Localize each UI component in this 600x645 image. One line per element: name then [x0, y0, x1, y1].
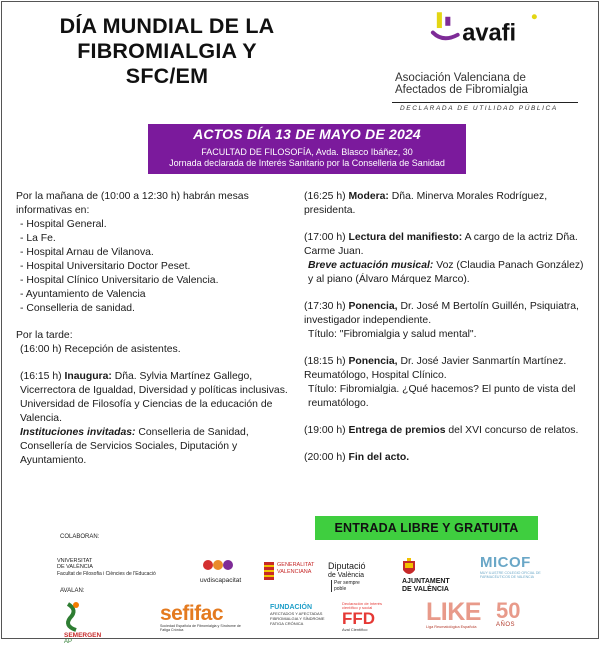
banner-title: ACTOS DÍA 13 DE MAYO DE 2024 [193, 126, 421, 142]
title-line-1: DÍA MUNDIAL DE LA [59, 14, 275, 38]
event-text: Dr. José Javier Sanmartín Martínez. Reumatólogo, Hospital Clínico. [304, 356, 567, 381]
event-text: Dña. Sylvia Martínez Gallego, Vicerrectora de Igualdad, Diversidad y políticas inclusivas. Universidad de Filosofía y Ciencias de la educación de Valencia. [20, 371, 288, 424]
logo-org-name [395, 72, 528, 96]
list-item: - Hospital Universitario Doctor Peset. [20, 261, 191, 272]
sefifac-name: sefifac [160, 602, 224, 625]
uvdiscapacitat-name: uvdiscapacitat [200, 577, 242, 584]
ffd-name: FFD [342, 609, 376, 628]
event-role: Entrega de premios [348, 425, 446, 436]
logo-line-2: Afectados de Fibromialgia [395, 84, 528, 96]
diputacio-name-1: Diputació [328, 561, 366, 571]
semergen-logo [64, 600, 119, 645]
ffd-subtitle: Declaración de Interés científico y social [342, 601, 383, 610]
event-role: Ponencia, [348, 301, 398, 312]
micof-subtitle: MUY ILUSTRE COLEGIO OFICIAL DE FARMACÉUTICOS DE VALENCIA [480, 571, 541, 579]
event-text: Dña. Minerva Morales Rodríguez, presidenta. [304, 191, 548, 216]
morning-intro: Por la mañana de (10:00 a 12:30 h) habrán mesas informativas en: [16, 191, 249, 216]
ajuntament-name-1: AJUNTAMENT [402, 578, 450, 585]
event-time: (19:00 h) [304, 425, 346, 436]
list-item: - Hospital General. [20, 219, 107, 230]
event-time: (20:00 h) [304, 452, 346, 463]
event-time: (17:30 h) [304, 301, 346, 312]
fundacion-logo [270, 604, 340, 626]
program-right-column [300, 190, 590, 465]
diputacio-name-2: de València [328, 572, 365, 579]
diputacio-slogan-2: poble [334, 586, 347, 592]
semergen-name: SEMERGEN [64, 632, 102, 639]
logo-dot [532, 14, 537, 19]
event-role: Modera: [348, 191, 389, 202]
ffd-subtitle-2: Aval Científico [342, 627, 368, 632]
gva-logo [264, 562, 326, 580]
invited-text: Conselleria de Sanidad, Consellería de Servicios Sociales, Diputación y Ayuntamiento. [20, 427, 249, 466]
logo-purple-bar [445, 17, 450, 26]
event-time: (16:00 h) [20, 344, 62, 355]
uv-faculty: Facultat de Filosofia i Ciències de l'Educació [57, 571, 156, 577]
endorsers-label: AVALAN: [60, 588, 85, 594]
fundacion-line-3: FIBROMIALGIA Y SÍNDROME [270, 616, 325, 621]
event-time: (16:25 h) [304, 191, 346, 202]
banner-place: FACULTAD DE FILOSOFÍA, Avda. Blasco Ibáñez, 30 [201, 147, 413, 157]
uvdiscapacitat-icon [200, 558, 236, 572]
talk-title: Título: Fibromialgia. ¿Qué hacemos? El punto de vista del reumatólogo. [308, 384, 576, 409]
like-subtitle: Liga Reumatológica Española [426, 625, 477, 629]
talk-title: Título: "Fibromialgia y salud mental". [308, 329, 477, 340]
event-text: Dr. José M Bertolín Guillén, Psiquiatra, investigador independiente. [304, 301, 579, 326]
event-role: Inaugura: [64, 371, 112, 382]
title-line-3: SFC/EM [125, 64, 209, 88]
event-text: del XVI concurso de relatos. [448, 425, 579, 436]
list-item: - Hospital Arnau de Vilanova. [20, 247, 154, 258]
music-label: Breve actuación musical: [308, 260, 434, 271]
fundacion-line-4: FATIGA CRÓNICA [270, 621, 304, 626]
semergen-icon [64, 600, 82, 632]
title-line-2: FIBROMIALGIA Y [77, 39, 257, 63]
poster [1, 1, 599, 645]
logo-subtitle: DECLARADA DE UTILIDAD PÚBLICA [400, 105, 558, 112]
gva-name-1: GENERALITAT [277, 562, 315, 568]
logo-yellow-bar [437, 12, 442, 28]
event-text: Recepción de asistentes. [64, 344, 181, 355]
fundacion-line-2: AFECTADOS Y AFECTADAS [270, 611, 323, 616]
list-item: - La Fe. [20, 233, 56, 244]
event-role: Lectura del manifiesto: [348, 232, 463, 243]
fundacion-name: FUNDACIÓN [270, 604, 312, 611]
list-item: - Conselleria de sanidad. [20, 303, 135, 314]
sefifac-logo [160, 604, 245, 632]
list-item: - Ayuntamiento de Valencia [20, 289, 146, 300]
list-item: - Hospital Clínico Universitario de Valencia. [20, 275, 219, 286]
uvdiscapacitat-logo [200, 558, 258, 584]
ajuntament-shield-icon [402, 558, 416, 578]
micof-logo [480, 554, 544, 579]
sefifac-subtitle: Sociedad Española de Fibromialgia y Síndrome de Fatiga Crónica [160, 624, 241, 632]
anniversary-label: AÑOS [496, 622, 516, 628]
micof-name: MICOF [480, 554, 531, 571]
event-time: (17:00 h) [304, 232, 346, 243]
gva-shield-icon [264, 562, 274, 580]
logo-line-1: Asociación Valenciana de [395, 72, 526, 84]
anniversary-logo [496, 600, 536, 628]
uv-logo [57, 558, 192, 578]
diputacio-slogan-1: Per sempre [334, 580, 360, 586]
uv-name-2: DE VALÈNCIA [57, 564, 93, 570]
collaborators-label: COLABORAN: [60, 534, 100, 540]
logo-smile-icon [433, 33, 458, 39]
like-logo [426, 600, 494, 629]
program-left-column [16, 190, 296, 468]
event-banner [148, 124, 466, 174]
event-time: (16:15 h) [20, 371, 62, 382]
afternoon-heading: Por la tarde: [16, 330, 73, 341]
gva-name-2: VALENCIANA [277, 569, 312, 575]
like-name: LIKE [426, 598, 481, 626]
ajuntament-logo [402, 558, 462, 594]
avafi-logo [387, 10, 587, 72]
event-text: A cargo de la actriz Dña. Carme Juan. [304, 232, 578, 257]
diputacio-logo [328, 562, 388, 592]
invited-label: Instituciones invitadas: [20, 427, 136, 438]
page-title [32, 14, 302, 89]
free-entry-banner: ENTRADA LIBRE Y GRATUITA [315, 516, 538, 540]
logo-brand: avafi [462, 20, 517, 47]
logo-divider [392, 102, 578, 103]
uv-name-1: VNIVERSITAT [57, 558, 93, 564]
banner-note: Jornada declarada de Interés Sanitario por la Conselleria de Sanidad [169, 158, 445, 168]
event-role: Fin del acto. [348, 452, 410, 463]
anniversary-number: 50 [496, 598, 521, 623]
semergen-sub: AP [64, 639, 73, 645]
ajuntament-name-2: DE VALÈNCIA [402, 586, 449, 593]
event-role: Ponencia, [348, 356, 398, 367]
music-text: Voz (Claudia Panach González) y al piano (Álvaro Márquez Marco). [308, 260, 584, 285]
ffd-logo [342, 602, 397, 632]
event-time: (18:15 h) [304, 356, 346, 367]
